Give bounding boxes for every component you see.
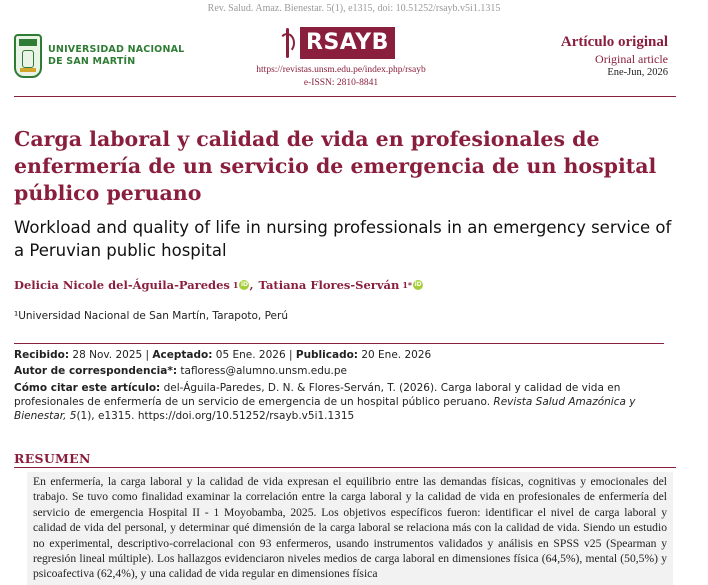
author-name[interactable]: Delicia Nicole del-Águila-Paredes [14,278,230,292]
author-affiliation-mark: 1 [232,280,239,290]
orcid-icon[interactable]: iD [240,281,248,288]
correspondence-email[interactable]: tafloress@alumno.unsm.edu.pe [180,365,348,377]
header-citation: Rev. Salud. Amaz. Bienestar. 5(1), e1315, doi: 10.51252/rsayb.v5i1.1315 [207,3,501,14]
caduceus-icon [276,26,298,60]
university-seal-icon [14,34,42,78]
header-divider [14,96,676,97]
cite-journal: Revista Salud Amazónica y Bienestar, 5 [14,396,636,422]
university-logo [14,34,184,78]
accepted-date: 05 Ene. 2026 [215,349,286,361]
journal-logo-text: RSAYB [300,27,395,59]
university-name [48,44,184,68]
published-label: Publicado: [295,349,358,361]
orcid-icon[interactable]: iD [414,281,422,288]
publication-dates: Recibido: 28 Nov. 2025 | Aceptado: 05 Ene. 2026 | Publicado: 20 Ene. 2026 [14,349,432,361]
received-date: 28 Nov. 2025 [72,349,143,361]
cite-label: Cómo citar este artículo: [14,382,161,394]
affiliation: ¹Universidad Nacional de San Martín, Tarapoto, Perú [14,310,288,322]
published-date: 20 Ene. 2026 [361,349,432,361]
abstract-divider [14,467,676,468]
correspondence [14,364,674,378]
author-list [14,278,423,292]
abstract-box [27,472,673,585]
how-to-cite [14,381,674,423]
journal-url[interactable]: https://revistas.unsm.edu.pe/index.php/rsayb [256,65,426,75]
article-type-en: Original article [595,52,668,66]
author-name[interactable]: Tatiana Flores-Serván [258,278,400,292]
cite-doi[interactable]: https://doi.org/10.51252/rsayb.v5i1.1315 [137,410,355,422]
abstract-heading: RESUMEN [14,451,91,466]
article-title-en: Workload and quality of life in nursing professionals in an emergency service of a Peruvian public hospital [14,218,672,260]
university-name-line1: UNIVERSIDAD NACIONAL [48,44,185,55]
author-affiliation-mark: 1* [402,280,413,290]
abstract-text: En enfermería, la carga laboral y la calidad de vida expresan el equilibrio entre las demandas físicas, cognitivas y emocionales del trabajo. Se tuvo como finalidad examinar la correlación entre la carga laboral y la calidad de vida en profesionales de enfermería del servicio de emergencia Hospital II - 1 Moyobamba, 2025. Los objetivos específicos fueron: identificar el nivel de carga laboral y calidad de vida del personal, y determinar qué dimensión de la carga laboral se relaciona más con la calidad de vida. Siendo un estudio no experimental, descriptivo-correlacional con 93 enfermeros, usando instrumentos validados y análisis en SPSS v25 (Spearman y regresión lineal múltiple). Los hallazgos evidenciaron niveles medios de carga laboral en dimensiones física (64,5%), mental (50,5%) y psicoafectiva (62,4%), y una calidad de vida regular en dimensiones física [33,475,667,581]
received-label: Recibido: [14,349,70,361]
cite-tail: (1), e1315. [76,410,135,422]
issue-date: Ene-Jun, 2026 [607,67,668,78]
accepted-label: Aceptado: [152,349,213,361]
article-title-es: Carga laboral y calidad de vida en profesionales de enfermería de un servicio de emergencia de un hospital público peruano [14,127,657,205]
author-separator: , [249,278,254,292]
article-type: Artículo original [560,34,668,50]
meta-divider [14,343,664,344]
journal-logo [276,26,395,60]
university-name-line2: DE SAN MARTÍN [48,56,136,67]
cite-text: del-Águila-Paredes, D. N. & Flores-Serván, T. (2026). Carga laboral y calidad de vida en profesionales de enfermería de un servicio de emergencia de un hospital público peruano. [14,382,621,408]
correspondence-label: Autor de correspondencia*: [14,365,178,377]
journal-issn: e-ISSN: 2810-8841 [303,78,379,88]
